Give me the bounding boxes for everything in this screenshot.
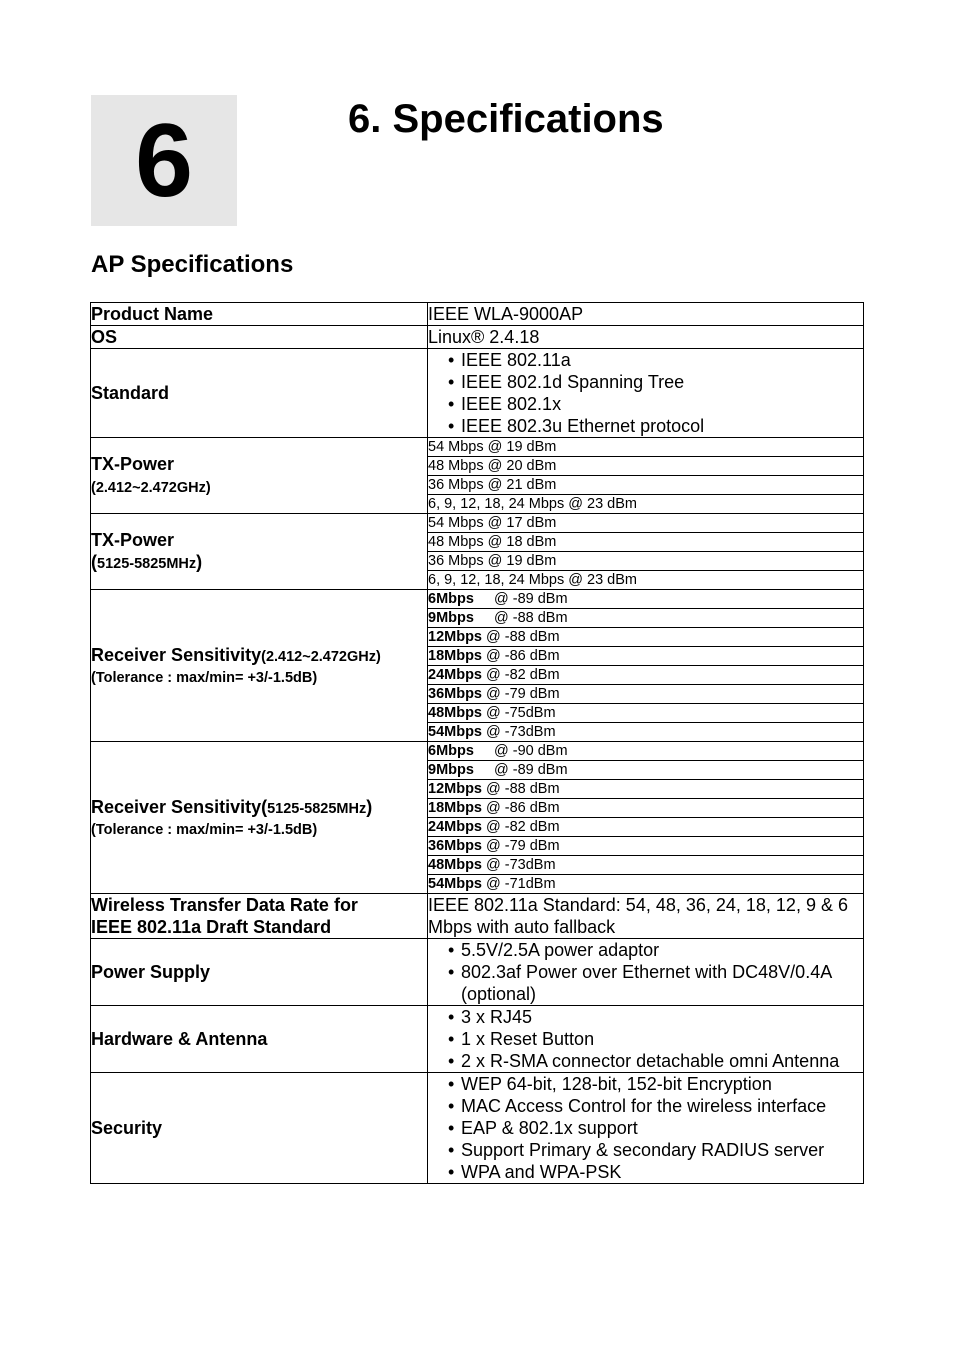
row-label: Product Name: [91, 303, 428, 326]
row-label: [91, 894, 428, 939]
rate: 6Mbps: [428, 743, 474, 759]
tx-power-label: TX-Power: [91, 529, 175, 550]
table-row: [91, 590, 864, 609]
rate: 54Mbps: [428, 724, 482, 740]
level: @ -73dBm: [486, 857, 556, 873]
level: @ -88 dBm: [494, 610, 568, 626]
level: @ -88 dBm: [486, 629, 560, 645]
row-value: [428, 590, 864, 609]
row-value: 6, 9, 12, 18, 24 Mbps @ 23 dBm: [428, 495, 864, 514]
level: @ -79 dBm: [486, 838, 560, 854]
chapter-title: 6. Specifications: [348, 97, 664, 141]
row-value: [428, 628, 864, 647]
row-value: 54 Mbps @ 17 dBm: [428, 514, 864, 533]
list-item: • MAC Access Control for the wireless interface: [448, 1095, 863, 1117]
level: @ -86 dBm: [486, 648, 560, 664]
section-title: AP Specifications: [91, 251, 294, 278]
list-item: • IEEE 802.3u Ethernet protocol: [448, 415, 863, 437]
table-row: [91, 939, 864, 1006]
level: @ -89 dBm: [494, 591, 568, 607]
rate: 36Mbps: [428, 686, 482, 702]
row-label: Security: [91, 1073, 428, 1184]
bullet-list: [448, 1006, 863, 1072]
row-value: [428, 856, 864, 875]
row-value: [428, 780, 864, 799]
row-label: OS: [91, 326, 428, 349]
row-value: [428, 818, 864, 837]
row-value: [428, 939, 864, 1006]
rate: 24Mbps: [428, 819, 482, 835]
row-value: [428, 723, 864, 742]
row-value: 48 Mbps @ 18 dBm: [428, 533, 864, 552]
table-row: [91, 514, 864, 533]
list-item: • 1 x Reset Button: [448, 1028, 863, 1050]
table-row: [91, 1073, 864, 1184]
row-value: [428, 837, 864, 856]
list-item: • WPA and WPA-PSK: [448, 1161, 863, 1183]
list-item: • 3 x RJ45: [448, 1006, 863, 1028]
tx-power-range: (2.412~2.472GHz): [91, 479, 211, 496]
chapter-number: 6: [135, 102, 193, 219]
level: @ -73dBm: [486, 724, 556, 740]
level: @ -79 dBm: [486, 686, 560, 702]
row-value: [428, 666, 864, 685]
row-value: 36 Mbps @ 21 dBm: [428, 476, 864, 495]
tx-power-range-open: (: [91, 551, 97, 572]
chapter-number-box: [91, 95, 237, 226]
list-item: • 5.5V/2.5A power adaptor: [448, 939, 863, 961]
row-value: IEEE 802.11a Standard: 54, 48, 36, 24, 18, 12, 9 & 6 Mbps with auto fallback: [428, 894, 864, 939]
table-row: [91, 894, 864, 939]
rate: 48Mbps: [428, 857, 482, 873]
row-value: [428, 761, 864, 780]
table-row: [91, 742, 864, 761]
tx-power-label: TX-Power: [91, 453, 175, 474]
level: @ -86 dBm: [486, 800, 560, 816]
tolerance-note: (Tolerance : max/min= +3/-1.5dB): [91, 821, 318, 838]
rx-sens-label: Receiver Sensitivity: [91, 644, 262, 665]
rate: 12Mbps: [428, 629, 482, 645]
row-value: [428, 799, 864, 818]
spec-table: [90, 302, 864, 1184]
list-item: • 802.3af Power over Ethernet with DC48V/0.4A (optional): [448, 961, 863, 1005]
level: @ -88 dBm: [486, 781, 560, 797]
list-item: • IEEE 802.11a: [448, 349, 863, 371]
list-item: • 2 x R-SMA connector detachable omni Antenna: [448, 1050, 863, 1072]
row-value: 36 Mbps @ 19 dBm: [428, 552, 864, 571]
rate: 9Mbps: [428, 610, 474, 626]
row-value: 48 Mbps @ 20 dBm: [428, 457, 864, 476]
rx-sens-range-close: ): [366, 796, 373, 817]
tx-power-range: 5125-5825MHz: [97, 555, 197, 572]
rate: 48Mbps: [428, 705, 482, 721]
level: @ -71dBm: [486, 876, 556, 892]
row-label: Standard: [91, 349, 428, 438]
table-row: [91, 438, 864, 457]
row-label: [91, 438, 428, 514]
row-value: [428, 647, 864, 666]
list-item: • IEEE 802.1d Spanning Tree: [448, 371, 863, 393]
bullet-list: [448, 1073, 863, 1183]
row-value: [428, 1006, 864, 1073]
row-label-line: IEEE 802.11a Draft Standard: [91, 917, 332, 937]
level: @ -82 dBm: [486, 667, 560, 683]
rate: 9Mbps: [428, 762, 474, 778]
rate: 12Mbps: [428, 781, 482, 797]
list-item: • EAP & 802.1x support: [448, 1117, 863, 1139]
row-value: [428, 349, 864, 438]
row-label: [91, 514, 428, 590]
level: @ -75dBm: [486, 705, 556, 721]
rate: 54Mbps: [428, 876, 482, 892]
row-value: 6, 9, 12, 18, 24 Mbps @ 23 dBm: [428, 571, 864, 590]
row-value: IEEE WLA-9000AP: [428, 303, 864, 326]
table-row: [91, 303, 864, 326]
row-value: [428, 875, 864, 894]
rate: 6Mbps: [428, 591, 474, 607]
row-value: 54 Mbps @ 19 dBm: [428, 438, 864, 457]
list-item: • WEP 64-bit, 128-bit, 152-bit Encryption: [448, 1073, 863, 1095]
tolerance-note: (Tolerance : max/min= +3/-1.5dB): [91, 669, 318, 686]
level: @ -89 dBm: [494, 762, 568, 778]
row-label: Hardware & Antenna: [91, 1006, 428, 1073]
row-value: [428, 609, 864, 628]
row-value: [428, 742, 864, 761]
rx-sens-range: (2.412~2.472GHz): [261, 648, 381, 665]
bullet-list: [448, 349, 863, 437]
table-row: [91, 326, 864, 349]
level: @ -82 dBm: [486, 819, 560, 835]
row-value: [428, 704, 864, 723]
table-row: [91, 349, 864, 438]
tx-power-range-close: ): [196, 551, 203, 572]
list-item: • Support Primary & secondary RADIUS server: [448, 1139, 863, 1161]
row-label: Power Supply: [91, 939, 428, 1006]
list-item: • IEEE 802.1x: [448, 393, 863, 415]
rate: 18Mbps: [428, 800, 482, 816]
level: @ -90 dBm: [494, 743, 568, 759]
rx-sens-label: Receiver Sensitivity(: [91, 796, 268, 817]
row-value: [428, 685, 864, 704]
rx-sens-range: 5125-5825MHz: [267, 800, 367, 817]
rate: 18Mbps: [428, 648, 482, 664]
row-label: [91, 590, 428, 742]
table-row: [91, 1006, 864, 1073]
row-value: [428, 1073, 864, 1184]
rate: 24Mbps: [428, 667, 482, 683]
row-value: Linux® 2.4.18: [428, 326, 864, 349]
bullet-list: [448, 939, 863, 1005]
row-label-line: Wireless Transfer Data Rate for: [91, 895, 358, 915]
row-label: [91, 742, 428, 894]
rate: 36Mbps: [428, 838, 482, 854]
